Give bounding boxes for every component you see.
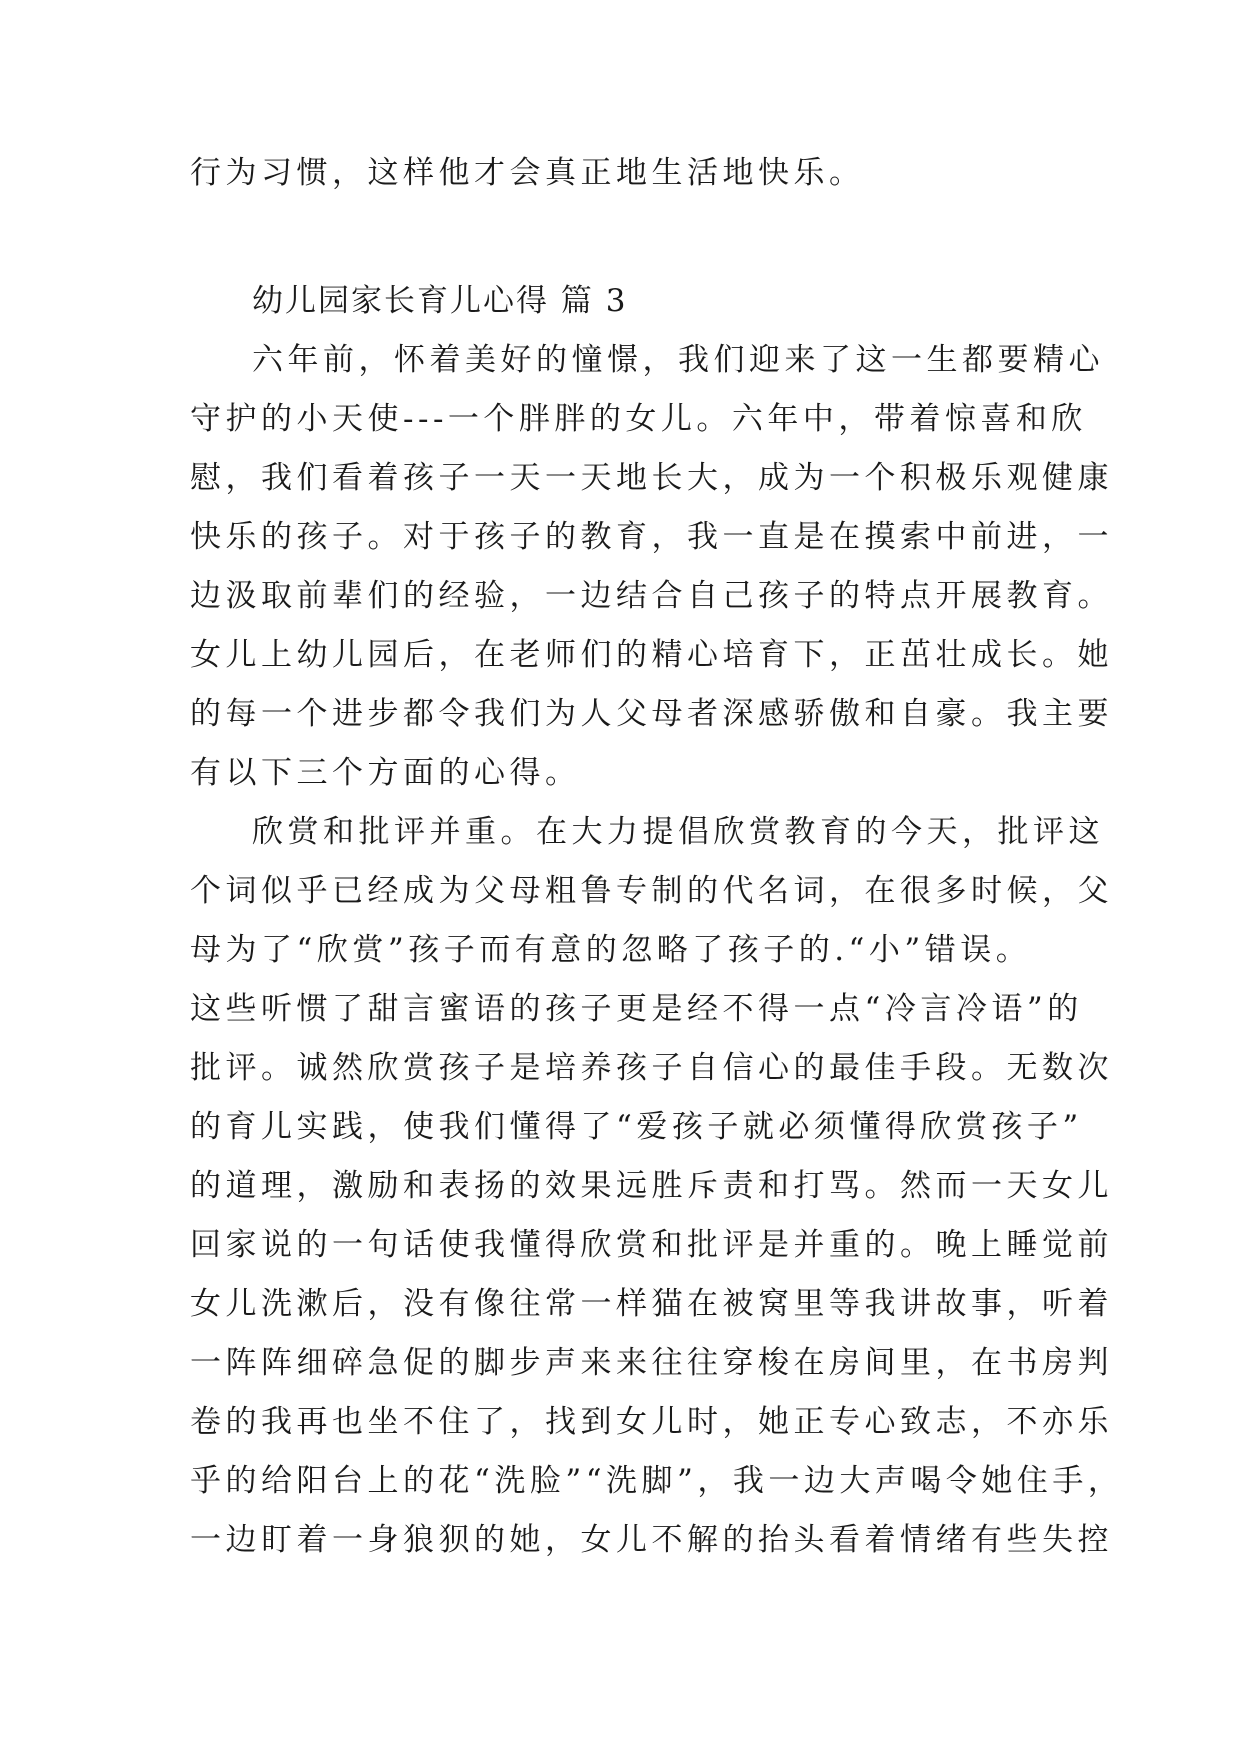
paragraph-1-line-3: 慰，我们看着孩子一天一天地长大，成为一个积极乐观健康 bbox=[190, 460, 1113, 496]
paragraph-1-line-4: 快乐的孩子。对于孩子的教育，我一直是在摸索中前进，一 bbox=[190, 519, 1113, 555]
paragraph-2-line-12: 乎的给阳台上的花“洗脸”“洗脚”，我一边大声喝令她住手， bbox=[190, 1463, 1124, 1499]
paragraph-2-line-8: 回家说的一句话使我懂得欣赏和批评是并重的。晚上睡觉前 bbox=[190, 1227, 1113, 1263]
paragraph-2-line-7: 的道理，激励和表扬的效果远胜斥责和打骂。然而一天女儿 bbox=[190, 1168, 1113, 1204]
paragraph-2-line-2: 个词似乎已经成为父母粗鲁专制的代名词，在很多时候，父 bbox=[190, 873, 1113, 909]
paragraph-2-line-13: 一边盯着一身狼狈的她，女儿不解的抬头看着情绪有些失控 bbox=[190, 1522, 1113, 1558]
paragraph-2-line-6: 的育儿实践，使我们懂得了“爱孩子就必须懂得欣赏孩子” bbox=[190, 1109, 1083, 1145]
paragraph-1-line-8: 有以下三个方面的心得。 bbox=[190, 755, 581, 791]
paragraph-2-line-11: 卷的我再也坐不住了，找到女儿时，她正专心致志，不亦乐 bbox=[190, 1404, 1113, 1440]
paragraph-1-line-6: 女儿上幼儿园后，在老师们的精心培育下，正茁壮成长。她 bbox=[190, 637, 1113, 673]
paragraph-1-line-5: 边汲取前辈们的经验，一边结合自己孩子的特点开展教育。 bbox=[190, 578, 1113, 614]
paragraph-2-line-5: 批评。诚然欣赏孩子是培养孩子自信心的最佳手段。无数次 bbox=[190, 1050, 1113, 1086]
paragraph-2-line-3: 母为了“欣赏”孩子而有意的忽略了孩子的.“小”错误。 bbox=[190, 932, 1032, 968]
paragraph-2-line-10: 一阵阵细碎急促的脚步声来来往往穿梭在房间里，在书房判 bbox=[190, 1345, 1113, 1381]
paragraph-1-line-1: 六年前，怀着美好的憧憬，我们迎来了这一生都要精心 bbox=[252, 342, 1104, 378]
paragraph-2-line-1: 欣赏和批评并重。在大力提倡欣赏教育的今天，批评这 bbox=[252, 814, 1104, 850]
section-heading: 幼儿园家长育儿心得 篇 3 bbox=[252, 283, 628, 319]
paragraph-1-line-2: 守护的小天使---一个胖胖的女儿。六年中，带着惊喜和欣 bbox=[190, 401, 1087, 437]
text-line-1: 行为习惯，这样他才会真正地生活地快乐。 bbox=[190, 155, 865, 191]
paragraph-2-line-4: 这些听惯了甜言蜜语的孩子更是经不得一点“冷言冷语”的 bbox=[190, 991, 1083, 1027]
paragraph-1-line-7: 的每一个进步都令我们为人父母者深感骄傲和自豪。我主要 bbox=[190, 696, 1113, 732]
paragraph-2-line-9: 女儿洗漱后，没有像往常一样猫在被窝里等我讲故事，听着 bbox=[190, 1286, 1113, 1322]
